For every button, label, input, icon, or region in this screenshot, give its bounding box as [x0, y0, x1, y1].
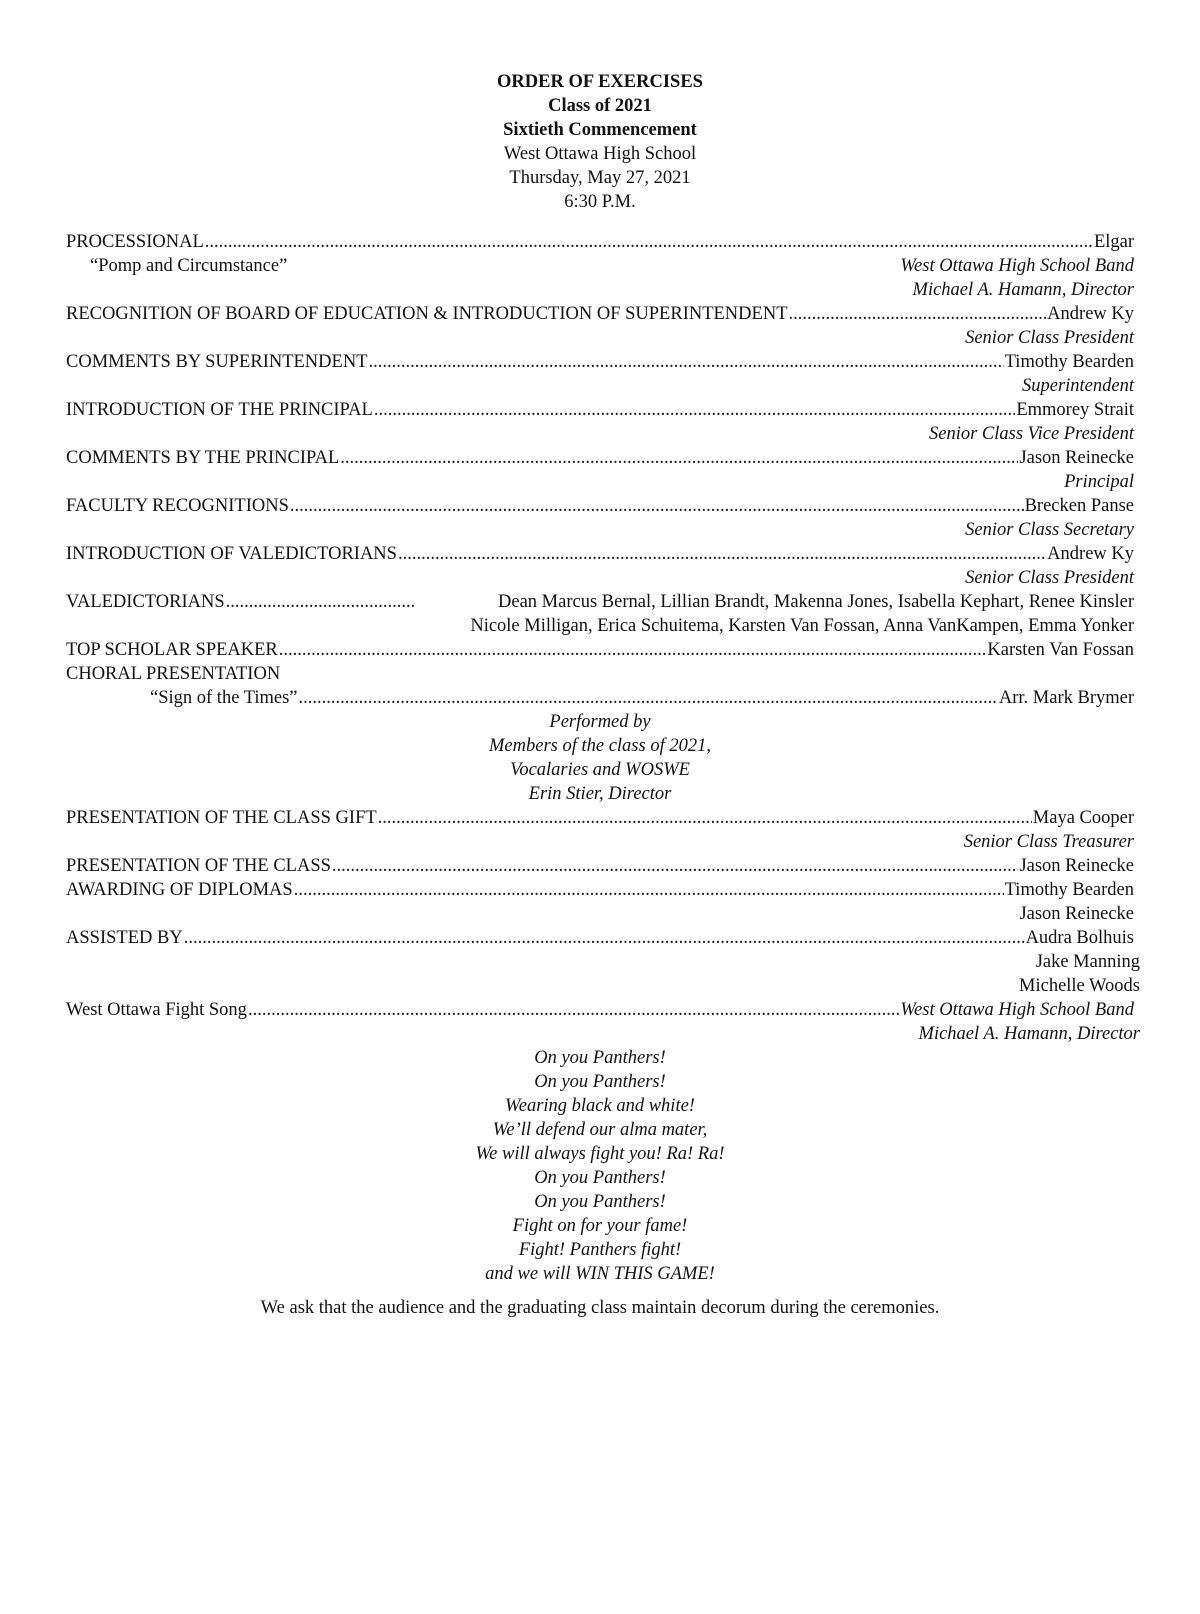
item-value: Timothy Bearden [1004, 880, 1134, 900]
lyric-line: On you Panthers! [534, 1192, 666, 1212]
event-time: 6:30 P.M. [564, 192, 636, 212]
item-value: Jason Reinecke [1019, 856, 1134, 876]
lyric-line: On you Panthers! [534, 1048, 666, 1068]
item-value: Elgar [1093, 232, 1134, 252]
item-label: ASSISTED BY [66, 928, 183, 948]
item-value: Karsten Van Fossan [987, 640, 1134, 660]
item-value: Andrew Ky [1047, 544, 1134, 564]
lyric-line: We’ll defend our alma mater, [492, 1120, 708, 1140]
leader-dots [226, 590, 416, 614]
leader-dots [789, 302, 1047, 326]
program-item-assisted [66, 926, 1134, 950]
choral-credit: Vocalaries and WOSWE [510, 760, 690, 780]
program-item-comments-principal [66, 446, 1134, 470]
leader-dots [205, 230, 1093, 254]
item-role: Superintendent [1021, 376, 1134, 396]
item-label: INTRODUCTION OF THE PRINCIPAL [66, 400, 373, 420]
item-label: PROCESSIONAL [66, 232, 204, 252]
item-value: Audra Bolhuis [1025, 928, 1134, 948]
leader-dots [398, 542, 1046, 566]
item-label: VALEDICTORIANS [66, 592, 225, 612]
leader-dots [294, 878, 1004, 902]
program-item-comments-superintendent [66, 350, 1134, 374]
item-label: COMMENTS BY SUPERINTENDENT [66, 352, 368, 372]
program-item-top-scholar [66, 638, 1134, 662]
leader-dots [378, 806, 1032, 830]
item-value: Andrew Ky [1047, 304, 1134, 324]
item-extra: Michelle Woods [1019, 976, 1140, 996]
item-value: Brecken Panse [1024, 496, 1134, 516]
fight-song-lyrics [66, 1046, 1134, 1286]
director: Michael A. Hamann, Director [918, 1024, 1140, 1044]
program-item-intro-principal [66, 398, 1134, 422]
item-value: Maya Cooper [1032, 808, 1134, 828]
lyric-line: We will always fight you! Ra! Ra! [475, 1144, 725, 1164]
item-value: Jason Reinecke [1019, 448, 1134, 468]
leader-dots [374, 398, 1016, 422]
program-item-presentation-class [66, 854, 1134, 878]
program-header [66, 70, 1134, 214]
choral-piece [66, 686, 1134, 710]
leader-dots [332, 854, 1019, 878]
program-title: ORDER OF EXERCISES [497, 72, 703, 92]
item-role: Senior Class Vice President [928, 424, 1134, 444]
item-value: Arr. Mark Brymer [998, 688, 1134, 708]
lyric-line: On you Panthers! [534, 1072, 666, 1092]
program-item-choral [66, 662, 1134, 686]
leader-dots [299, 686, 998, 710]
leader-dots [279, 638, 987, 662]
item-role: Senior Class Secretary [965, 520, 1134, 540]
program-item-diplomas [66, 878, 1134, 902]
item-label: TOP SCHOLAR SPEAKER [66, 640, 278, 660]
processional-detail [66, 254, 1134, 278]
item-label: INTRODUCTION OF VALEDICTORIANS [66, 544, 397, 564]
item-label: COMMENTS BY THE PRINCIPAL [66, 448, 340, 468]
item-value: Emmorey Strait [1016, 400, 1134, 420]
item-label: PRESENTATION OF THE CLASS [66, 856, 331, 876]
valedictorian-names: Dean Marcus Bernal, Lillian Brandt, Makenna Jones, Isabella Kephart, Renee Kinsler [498, 592, 1134, 612]
lyric-line: Fight on for your fame! [512, 1216, 688, 1236]
leader-dots [184, 926, 1025, 950]
commencement-number: Sixtieth Commencement [503, 120, 697, 140]
program-item-class-gift [66, 806, 1134, 830]
decorum-note: We ask that the audience and the graduating class maintain decorum during the ceremonies. [260, 1298, 940, 1318]
school-name: West Ottawa High School [503, 144, 697, 164]
piece-title: “Sign of the Times” [150, 688, 298, 708]
item-label: CHORAL PRESENTATION [66, 664, 281, 684]
class-year: Class of 2021 [548, 96, 652, 116]
item-label: AWARDING OF DIPLOMAS [66, 880, 293, 900]
event-date: Thursday, May 27, 2021 [509, 168, 691, 188]
program-item-processional [66, 230, 1134, 254]
program-item-recognition [66, 302, 1134, 326]
choral-credit: Performed by [549, 712, 651, 732]
director: Michael A. Hamann, Director [912, 280, 1134, 300]
item-label: FACULTY RECOGNITIONS [66, 496, 289, 516]
item-value: West Ottawa High School Band [900, 1000, 1134, 1020]
valedictorian-names-2: Nicole Milligan, Erica Schuitema, Karsten Van Fossan, Anna VanKampen, Emma Yonker [470, 616, 1134, 636]
item-role: Senior Class President [965, 328, 1134, 348]
program-item-valedictorians [66, 590, 1134, 614]
leader-dots [369, 350, 1004, 374]
piece-title: “Pomp and Circumstance” [90, 256, 288, 276]
program-list [66, 230, 1140, 1319]
item-role: Senior Class President [965, 568, 1134, 588]
item-label: RECOGNITION OF BOARD OF EDUCATION & INTRODUCTION OF SUPERINTENDENT [66, 304, 788, 324]
leader-dots [248, 998, 899, 1022]
item-role: Principal [1064, 472, 1134, 492]
item-role: Senior Class Treasurer [963, 832, 1134, 852]
performer: West Ottawa High School Band [900, 256, 1134, 276]
lyric-line: On you Panthers! [534, 1168, 666, 1188]
leader-dots [340, 446, 1018, 470]
lyric-line: Wearing black and white! [505, 1096, 695, 1116]
choral-credit: Members of the class of 2021, [489, 736, 711, 756]
program-item-intro-valedictorians [66, 542, 1134, 566]
program-item-fight-song [66, 998, 1134, 1022]
item-extra: Jake Manning [1035, 952, 1140, 972]
item-extra: Jason Reinecke [1019, 904, 1134, 924]
item-label: West Ottawa Fight Song [66, 1000, 247, 1020]
item-value: Timothy Bearden [1004, 352, 1134, 372]
lyric-line: Fight! Panthers fight! [518, 1240, 682, 1260]
item-label: PRESENTATION OF THE CLASS GIFT [66, 808, 377, 828]
program-item-faculty [66, 494, 1134, 518]
leader-dots [290, 494, 1024, 518]
lyric-line: and we will WIN THIS GAME! [485, 1264, 715, 1284]
choral-credit: Erin Stier, Director [528, 784, 672, 804]
